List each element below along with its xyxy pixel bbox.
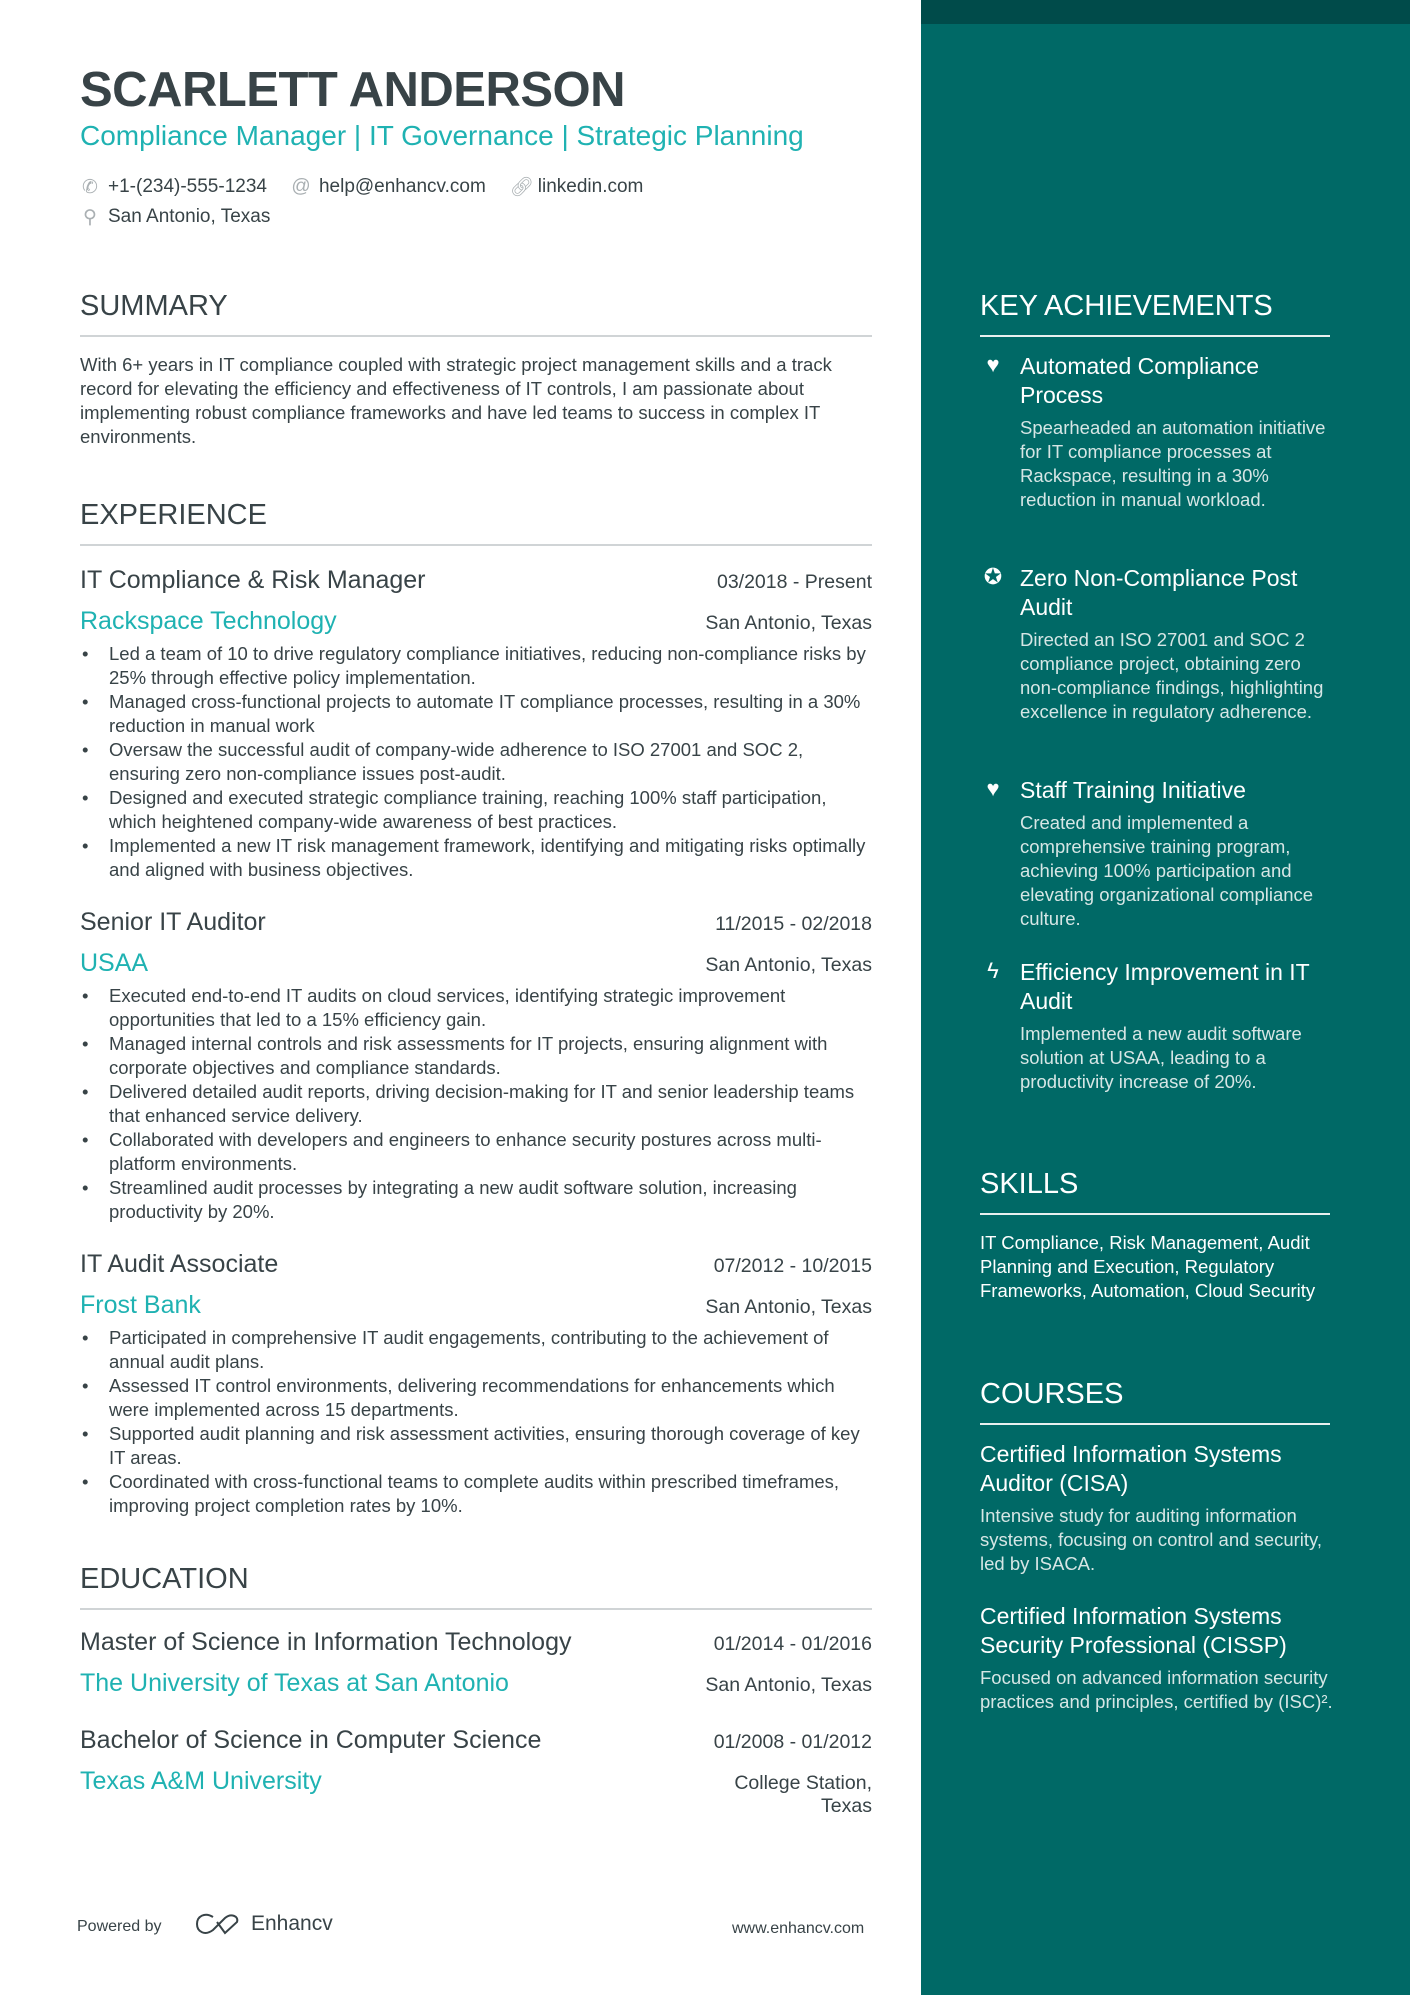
company-name: Frost Bank <box>80 1291 201 1319</box>
contact-info <box>80 172 880 232</box>
education-heading: EDUCATION <box>80 1563 872 1610</box>
company-name: Rackspace Technology <box>80 607 337 635</box>
linkedin-link[interactable]: linkedin.com <box>537 176 644 197</box>
award-icon: ✪ <box>983 564 1003 589</box>
location: San Antonio, Texas <box>108 206 271 227</box>
job-title: Senior IT Auditor <box>80 908 266 936</box>
job-bullet: • Coordinated with cross-functional teams to complete audits within prescribed timeframes, improving project completion rates by 10%. <box>80 1470 872 1518</box>
achievements-heading: KEY ACHIEVEMENTS <box>980 290 1330 337</box>
education-location: College Station, Texas <box>734 1772 872 1817</box>
job-title: IT Audit Associate <box>80 1250 279 1278</box>
achievement-description: Created and implemented a comprehensive training program, achieving 100% participation and elevating organizational compliance culture. <box>1020 812 1314 929</box>
achievement-title: Staff Training Initiative <box>1020 777 1246 803</box>
job-entry <box>80 1250 872 1518</box>
at-icon: @ <box>291 176 311 197</box>
job-bullet: • Participated in comprehensive IT audit engagements, contributing to the achievement of annual audit plans. <box>80 1326 872 1374</box>
education-entry <box>80 1726 872 1818</box>
link-icon: 🔗︎ <box>509 177 534 198</box>
skills-text: IT Compliance, Risk Management, Audit Planning and Execution, Regulatory Frameworks, Automation, Cloud Security <box>980 1232 1316 1301</box>
job-location: San Antonio, Texas <box>705 612 872 634</box>
course-title: Certified Information Systems Security Professional (CISSP) <box>980 1603 1287 1658</box>
courses-heading: COURSES <box>980 1378 1330 1425</box>
job-bullet: • Delivered detailed audit reports, driving decision-making for IT and senior leadership teams that enhanced service delivery. <box>80 1080 872 1128</box>
powered-by: Powered by <box>77 1918 162 1935</box>
achievement-title: Efficiency Improvement in IT Audit <box>1020 959 1310 1014</box>
heart-icon: ♥ <box>986 352 1000 377</box>
school-name: Texas A&M University <box>80 1767 322 1795</box>
candidate-headline: Compliance Manager | IT Governance | Strategic Planning <box>80 120 804 151</box>
job-dates: 03/2018 - Present <box>716 571 872 593</box>
enhancv-logo-icon <box>195 1912 241 1936</box>
enhancv-brand: Enhancv <box>251 1912 333 1935</box>
course-title: Certified Information Systems Auditor (CISA) <box>980 1441 1282 1496</box>
course-description: Intensive study for auditing information systems, focusing on control and security, led by ISACA. <box>980 1505 1323 1574</box>
education-dates: 01/2008 - 01/2012 <box>713 1731 872 1753</box>
job-dates: 07/2012 - 10/2015 <box>713 1255 872 1277</box>
footer-url[interactable]: www.enhancv.com <box>732 1920 865 1937</box>
job-title: IT Compliance & Risk Manager <box>80 566 426 594</box>
enhancv-logo[interactable] <box>195 1912 333 1936</box>
candidate-name: SCARLETT ANDERSON <box>80 63 626 117</box>
achievement-item <box>980 352 1340 512</box>
company-name: USAA <box>80 949 149 977</box>
job-entry <box>80 908 872 1224</box>
phone: +1-(234)-555-1234 <box>108 176 267 197</box>
job-bullet: • Oversaw the successful audit of company-wide adherence to ISO 27001 and SOC 2, ensuring zero non-compliance issues post-audit. <box>80 738 872 786</box>
course-item <box>980 1602 1340 1714</box>
skills-heading: SKILLS <box>980 1168 1330 1215</box>
degree: Master of Science in Information Technology <box>80 1628 572 1656</box>
education-entry <box>80 1628 872 1698</box>
bolt-icon: ϟ <box>987 958 999 983</box>
achievement-item <box>980 776 1340 931</box>
location-pin-icon: ⚲ <box>83 206 97 228</box>
course-item <box>980 1440 1340 1576</box>
degree: Bachelor of Science in Computer Science <box>80 1726 542 1754</box>
phone-icon: ✆ <box>82 176 98 198</box>
job-dates: 11/2015 - 02/2018 <box>715 913 872 935</box>
job-bullet: • Led a team of 10 to drive regulatory compliance initiatives, reducing non-compliance risks by 25% through effective policy implementation. <box>80 642 872 690</box>
achievement-item <box>980 564 1340 724</box>
experience-heading: EXPERIENCE <box>80 499 872 546</box>
sidebar-top-band <box>921 0 1410 24</box>
job-bullet: • Collaborated with developers and engineers to enhance security postures across multi-platform environments. <box>80 1128 872 1176</box>
school-name: The University of Texas at San Antonio <box>80 1669 509 1697</box>
achievement-item <box>980 958 1340 1094</box>
job-bullet: • Executed end-to-end IT audits on cloud services, identifying strategic improvement opportunities that led to a 15% efficiency gain. <box>80 984 872 1032</box>
job-entry <box>80 566 872 882</box>
summary-text: With 6+ years in IT compliance coupled with strategic project management skills and a track record for elevating the efficiency and effectiveness of IT controls, I am passionate about implementing robust compliance frameworks and have led teams to success in complex IT environments. <box>80 354 832 447</box>
achievement-title: Automated Compliance Process <box>1020 353 1260 408</box>
course-description: Focused on advanced information security practices and principles, certified by (ISC)². <box>980 1667 1333 1712</box>
achievement-title: Zero Non-Compliance Post Audit <box>1020 565 1298 620</box>
achievement-description: Spearheaded an automation initiative for IT compliance processes at Rackspace, resulting in a 30% reduction in manual workload. <box>1020 417 1326 510</box>
heart-icon: ♥ <box>986 776 1000 801</box>
achievement-description: Implemented a new audit software solution at USAA, leading to a productivity increase of 20%. <box>1020 1023 1302 1092</box>
email-link[interactable]: help@enhancv.com <box>318 176 486 197</box>
achievement-description: Directed an ISO 27001 and SOC 2 compliance project, obtaining zero non-compliance findings, highlighting excellence in regulatory adherence. <box>1020 629 1324 722</box>
job-location: San Antonio, Texas <box>705 1296 872 1318</box>
summary-heading: SUMMARY <box>80 290 872 337</box>
education-location: San Antonio, Texas <box>705 1674 872 1696</box>
job-bullet: • Managed internal controls and risk assessments for IT projects, ensuring alignment with corporate objectives and compliance standards. <box>80 1032 872 1080</box>
education-dates: 01/2014 - 01/2016 <box>713 1633 872 1655</box>
job-bullet: • Managed cross-functional projects to automate IT compliance processes, resulting in a 30% reduction in manual work <box>80 690 872 738</box>
job-bullet: • Streamlined audit processes by integrating a new audit software solution, increasing productivity by 20%. <box>80 1176 872 1224</box>
job-bullet: • Supported audit planning and risk assessment activities, ensuring thorough coverage of key IT areas. <box>80 1422 872 1470</box>
job-bullet: • Designed and executed strategic compliance training, reaching 100% staff participation, which heightened company-wide awareness of best practices. <box>80 786 872 834</box>
job-location: San Antonio, Texas <box>705 954 872 976</box>
job-bullet: • Assessed IT control environments, delivering recommendations for enhancements which were implemented across 15 departments. <box>80 1374 872 1422</box>
job-bullet: • Implemented a new IT risk management framework, identifying and mitigating risks optimally and aligned with business objectives. <box>80 834 872 882</box>
